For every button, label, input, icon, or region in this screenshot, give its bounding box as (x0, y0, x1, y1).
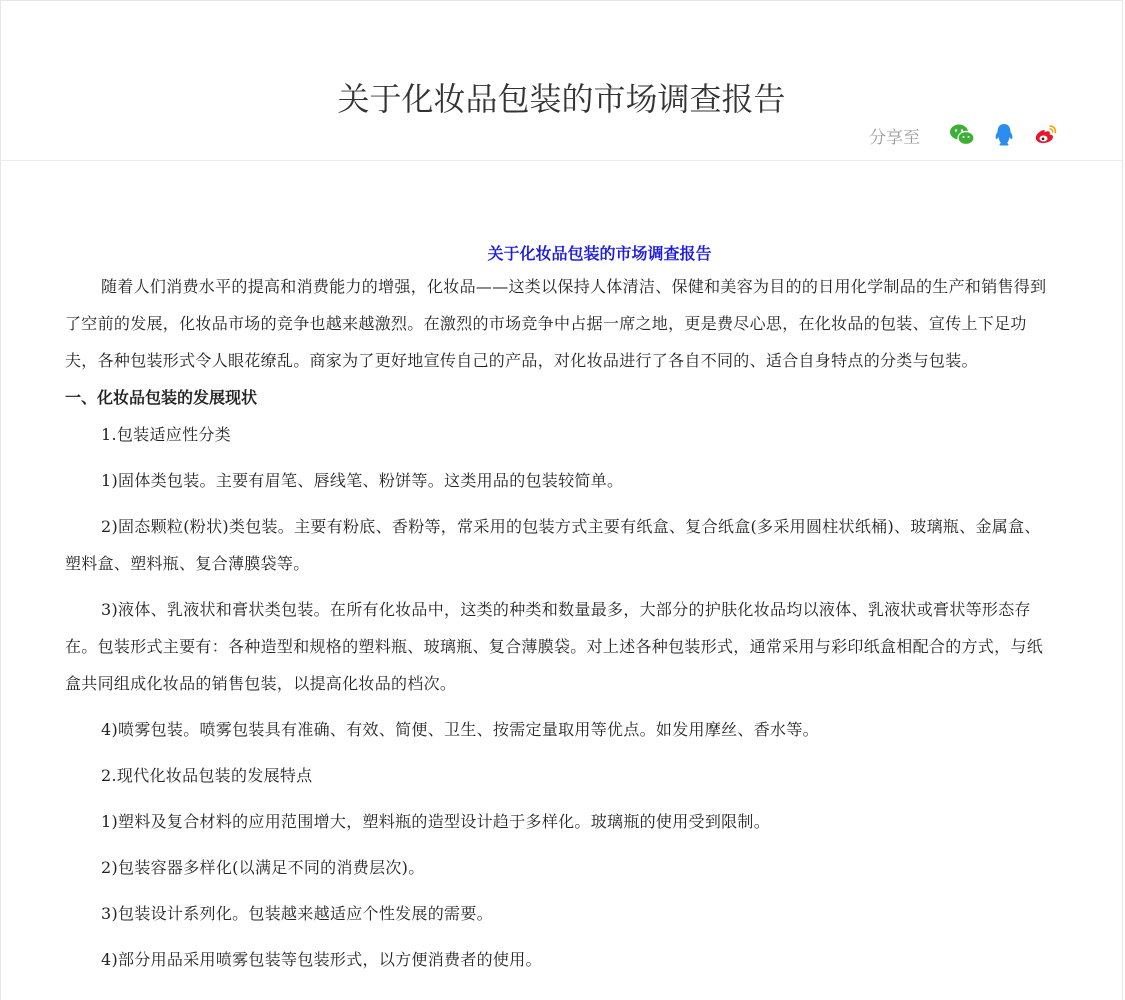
article-title: 关于化妆品包装的市场调查报告 (487, 244, 712, 263)
page-title: 关于化妆品包装的市场调查报告 (337, 80, 786, 119)
list-item: 3)液体、乳液状和膏状类包装。在所有化妆品中，这类的种类和数量最多，大部分的护肤化妆品均以液体、乳液状或膏状等形态存在。包装形式主要有：各种造型和规格的塑料瓶、玻璃瓶、复合薄膜袋。对上述各种包装形式，通常采用与彩印纸盒相配合的方式，与纸盒共同组成化妆品的销售包装，以提高化妆品的档次。 (65, 600, 1044, 693)
list-item: 2)包装容器多样化(以满足不同的消费层次)。 (101, 858, 425, 877)
list-item: 4)喷雾包装。喷雾包装具有准确、有效、简便、卫生、按需定量取用等优点。如发用摩丝、香水等。 (101, 720, 819, 739)
weibo-icon[interactable] (1032, 121, 1060, 149)
share-label: 分享至 (869, 127, 920, 148)
wechat-icon[interactable] (948, 121, 976, 149)
intro-paragraph: 随着人们消费水平的提高和消费能力的增强，化妆品——这类以保持人体清洁、保健和美容为目的的日用化学制品的生产和销售得到了空前的发展，化妆品市场的竞争也越来越激烈。在激烈的市场竞争中占据一席之地，更是费尽心思，在化妆品的包装、宣传上下足功夫，各种包装形式令人眼花缭乱。商家为了更好地宣传自己的产品，对化妆品进行了各自不同的、适合自身特点的分类与包装。 (65, 277, 1047, 370)
section-heading: 一、化妆品包装的发展现状 (65, 388, 258, 407)
qq-icon[interactable] (990, 121, 1018, 149)
list-item: 4)部分用品采用喷雾包装等包装形式，以方便消费者的使用。 (101, 950, 542, 969)
list-item: 1)固体类包装。主要有眉笔、唇线笔、粉饼等。这类用品的包装较简单。 (101, 471, 624, 490)
article-body (65, 241, 1054, 987)
list-item: 3)包装设计系列化。包装越来越适应个性发展的需要。 (101, 904, 493, 923)
share-bar (869, 121, 1060, 149)
article-header (1, 1, 1122, 161)
list-item: 1)塑料及复合材料的应用范围增大，塑料瓶的造型设计趋于多样化。玻璃瓶的使用受到限制。 (101, 812, 771, 831)
subheading-1: 1.包装适应性分类 (101, 425, 231, 444)
subheading-2: 2.现代化妆品包装的发展特点 (101, 766, 313, 785)
list-item: 2)固态颗粒(粉状)类包装。主要有粉底、香粉等，常采用的包装方式主要有纸盒、复合纸盒(多采用圆柱状纸桶)、玻璃瓶、金属盒、塑料盒、塑料瓶、复合薄膜袋等。 (65, 517, 1041, 573)
